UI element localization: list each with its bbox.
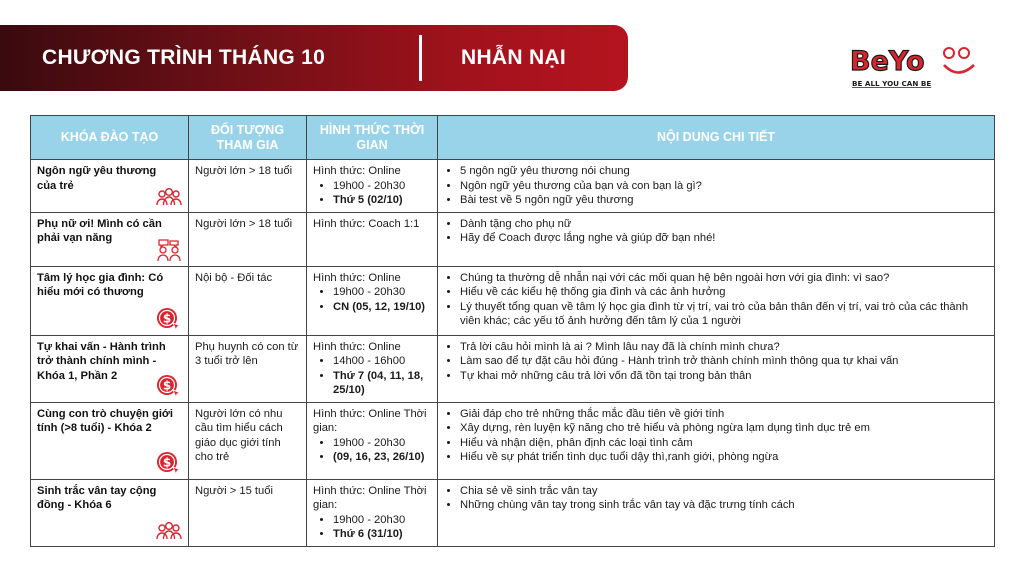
people-icon xyxy=(156,518,182,542)
detail-item: • Hãy để Coach được lắng nghe và giúp đỡ bạn nhé! xyxy=(460,231,988,246)
detail-item: • Những chùng vân tay trong sinh trắc vân tay và đặc trưng tính cách xyxy=(460,498,988,513)
svg-text:$: $ xyxy=(162,311,172,325)
format-list xyxy=(313,179,431,208)
svg-text:$: $ xyxy=(162,455,172,469)
detail-item: • Hiểu và nhận diện, phân định các loại tình cảm xyxy=(460,436,988,451)
details-cell xyxy=(438,335,995,402)
details-list xyxy=(444,484,988,513)
format-label: Hình thức: Online xyxy=(313,271,401,284)
audience-cell: Người lớn > 18 tuổi xyxy=(189,160,307,213)
course-cell xyxy=(31,479,189,546)
details-cell xyxy=(438,160,995,213)
col-header-details: NỘI DUNG CHI TIẾT xyxy=(438,116,995,160)
table-row xyxy=(31,160,995,213)
course-name: Tự khai vấn - Hành trình trở thành chính mình - Khóa 1, Phần 2 xyxy=(37,340,166,382)
details-list xyxy=(444,164,988,208)
logo-tagline: BE ALL YOU CAN BE xyxy=(852,79,932,88)
beyo-logo xyxy=(846,40,986,92)
format-label: Hình thức: Online xyxy=(313,165,401,177)
col-header-course: KHÓA ĐÀO TẠO xyxy=(31,116,189,160)
schedule-table xyxy=(30,115,995,547)
detail-item: • 5 ngôn ngữ yêu thương nói chung xyxy=(460,164,988,179)
paid-icon xyxy=(156,307,182,331)
format-cell xyxy=(307,212,438,266)
schedule-time: • 19h00 - 20h30 xyxy=(333,179,431,194)
table-row xyxy=(31,266,995,335)
course-name: Tâm lý học gia đình: Có hiểu mới có thương xyxy=(37,271,164,298)
header-banner xyxy=(0,25,628,91)
audience-cell: Nội bộ - Đối tác xyxy=(189,266,307,335)
details-cell xyxy=(438,266,995,335)
table-row xyxy=(31,335,995,402)
schedule-dates: • Thứ 5 (02/10) xyxy=(333,193,431,208)
course-name: Phụ nữ ơi! Mình có cần phải vạn năng xyxy=(37,217,162,244)
svg-text:$: $ xyxy=(162,378,172,392)
details-cell xyxy=(438,402,995,479)
course-cell xyxy=(31,335,189,402)
format-label: Hình thức: Online Thời gian: xyxy=(313,407,427,434)
detail-item: • Làm sao để tự đặt câu hỏi đúng - Hành trình trở thành chính mình thông qua tự khai vấn xyxy=(460,354,988,369)
course-cell xyxy=(31,212,189,266)
table-row xyxy=(31,479,995,546)
schedule-dates: • CN (05, 12, 19/10) xyxy=(333,300,431,315)
detail-item: • Chúng ta thường dễ nhẫn nại với các mối quan hệ bên ngoài hơn với gia đình: vì sao? xyxy=(460,271,988,286)
details-list xyxy=(444,217,988,246)
detail-item: • Hiểu về các kiểu hệ thống gia đình và các ảnh hưởng xyxy=(460,285,988,300)
format-cell xyxy=(307,335,438,402)
detail-item: • Bài test về 5 ngôn ngữ yêu thương xyxy=(460,193,988,208)
course-cell xyxy=(31,160,189,213)
detail-item: • Trả lời câu hỏi mình là ai ? Mình lâu nay đã là chính mình chưa? xyxy=(460,340,988,355)
audience-cell: Người lớn > 18 tuổi xyxy=(189,212,307,266)
schedule-time: • 19h00 - 20h30 xyxy=(333,285,431,300)
title-divider xyxy=(419,35,422,81)
detail-item: • Chia sẻ về sinh trắc vân tay xyxy=(460,484,988,499)
schedule-dates: • Thứ 7 (04, 11, 18, 25/10) xyxy=(333,369,431,398)
detail-item: • Lý thuyết tổng quan về tâm lý học gia đình từ vị trí, vai trò của bản thân đến vị trí, vai trò của các thành viên khác; các yếu tố ảnh hưởng đến tâm lý của 1 người xyxy=(460,300,988,329)
format-list xyxy=(313,436,431,465)
format-cell xyxy=(307,402,438,479)
paid-icon xyxy=(156,451,182,475)
detail-item: • Xây dựng, rèn luyện kỹ năng cho trẻ hiểu và phòng ngừa lạm dụng tình dục trẻ em xyxy=(460,421,988,436)
col-header-audience: ĐỐI TƯỢNG THAM GIA xyxy=(189,116,307,160)
people-icon xyxy=(156,184,182,208)
schedule-dates: • Thứ 6 (31/10) xyxy=(333,527,431,542)
format-cell xyxy=(307,479,438,546)
course-name: Cùng con trò chuyện giới tính (>8 tuổi) - Khóa 2 xyxy=(37,407,173,434)
course-cell xyxy=(31,266,189,335)
audience-cell: Phụ huynh có con từ 3 tuổi trở lên xyxy=(189,335,307,402)
schedule-time: • 19h00 - 20h30 xyxy=(333,436,431,451)
col-header-format: HÌNH THỨC THỜI GIAN xyxy=(307,116,438,160)
table-header-row xyxy=(31,116,995,160)
details-cell xyxy=(438,212,995,266)
logo-wordmark: BeYo xyxy=(850,46,925,77)
detail-item: • Ngôn ngữ yêu thương của bạn và con bạn là gì? xyxy=(460,179,988,194)
details-list xyxy=(444,340,988,384)
details-list xyxy=(444,271,988,329)
course-name: Sinh trắc vân tay cộng đồng - Khóa 6 xyxy=(37,484,157,511)
program-title: CHƯƠNG TRÌNH THÁNG 10 xyxy=(42,46,326,69)
detail-item: • Hiểu về sự phát triển tình dục tuổi dậy thì,ranh giới, phòng ngừa xyxy=(460,450,988,465)
details-cell xyxy=(438,479,995,546)
schedule-time: • 14h00 - 16h00 xyxy=(333,354,431,369)
coach-icon xyxy=(156,238,182,262)
course-cell xyxy=(31,402,189,479)
detail-item: • Tự khai mở những câu trả lời vốn đã tồn tại trong bản thân xyxy=(460,369,988,384)
format-list xyxy=(313,513,431,542)
format-label: Hình thức: Online xyxy=(313,340,401,353)
format-cell xyxy=(307,266,438,335)
detail-item: • Dành tặng cho phụ nữ xyxy=(460,217,988,232)
format-list xyxy=(313,354,431,398)
audience-cell: Người > 15 tuổi xyxy=(189,479,307,546)
table-row xyxy=(31,212,995,266)
schedule-time: • 19h00 - 20h30 xyxy=(333,513,431,528)
paid-icon xyxy=(156,374,182,398)
audience-cell: Người lớn có nhu cầu tìm hiểu cách giáo dục giới tính cho trẻ xyxy=(189,402,307,479)
format-list xyxy=(313,285,431,314)
format-label: Hình thức: Online Thời gian: xyxy=(313,484,427,511)
table-row xyxy=(31,402,995,479)
format-cell xyxy=(307,160,438,213)
program-theme: NHẪN NẠI xyxy=(461,46,567,69)
schedule-dates: • (09, 16, 23, 26/10) xyxy=(333,450,431,465)
course-name: Ngôn ngữ yêu thương của trẻ xyxy=(37,165,157,192)
detail-item: • Giải đáp cho trẻ những thắc mắc đầu tiên về giới tính xyxy=(460,407,988,422)
format-label: Hình thức: Coach 1:1 xyxy=(313,217,420,230)
details-list xyxy=(444,407,988,465)
